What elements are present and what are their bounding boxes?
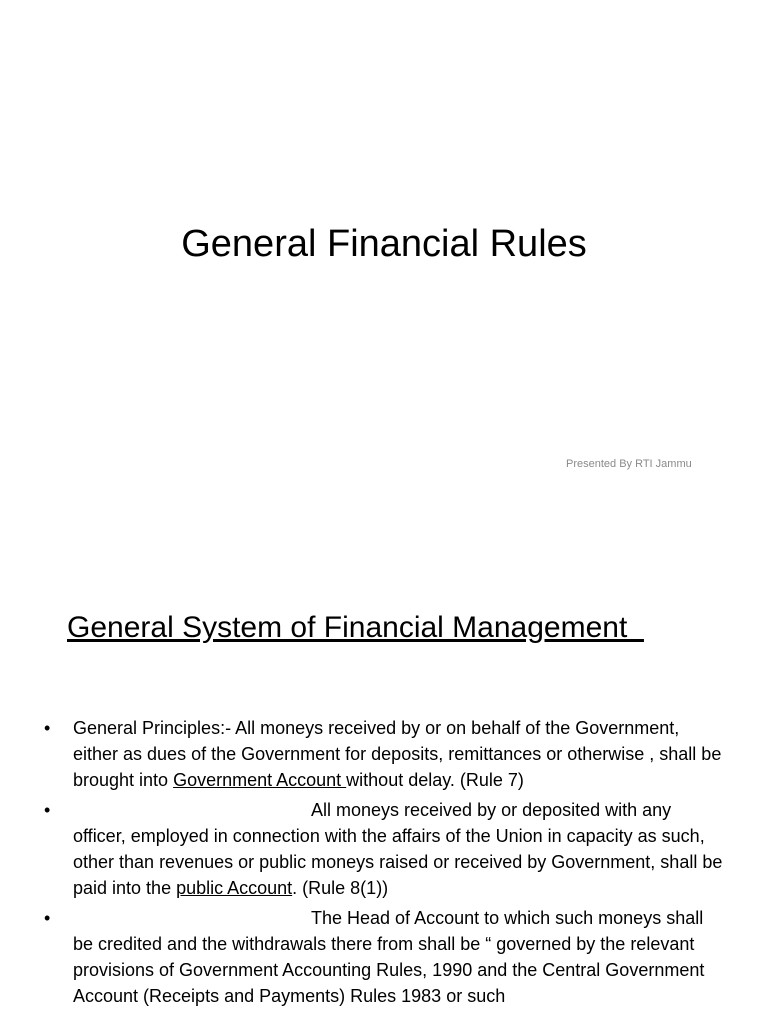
bullet-icon: •	[44, 800, 51, 820]
bullet-item-2	[0, 797, 728, 901]
bullet-icon: •	[44, 908, 51, 928]
bullet-text: General Principles:- All moneys received by or on behalf of the Government, either as dues of the Government for deposits, remittances or otherwise , shall be brought into	[73, 718, 722, 790]
bullet-item-1	[0, 715, 728, 793]
government-account-link: Government Account	[173, 770, 347, 790]
bullet-text: All moneys received by or deposited with any officer, employed in connection with the affairs of the Union in capacity as such, other than revenues or public moneys raised or received by Government, shall be paid into the	[73, 800, 723, 898]
bullet-icon: •	[44, 718, 51, 738]
bullet-text-tail: . (Rule 8(1))	[292, 878, 389, 898]
content-slide	[0, 576, 768, 1024]
public-account-link: public Account	[176, 878, 293, 898]
bullet-item-3	[0, 905, 728, 1009]
slide-heading: General System of Financial Management	[67, 611, 644, 644]
bullet-list	[0, 715, 768, 1013]
slide-title: General Financial Rules	[181, 223, 587, 265]
presenter-credit: Presented By RTI Jammu	[566, 458, 692, 470]
bullet-text-tail: without delay. (Rule 7)	[346, 770, 524, 790]
bullet-text: The Head of Account to which such moneys shall be credited and the withdrawals there from shall be “ governed by the relevant provisions of Government Accounting Rules, 1990 and the Central Government Account (Receipts and Payments) Rules 1983 or such	[73, 908, 705, 1006]
